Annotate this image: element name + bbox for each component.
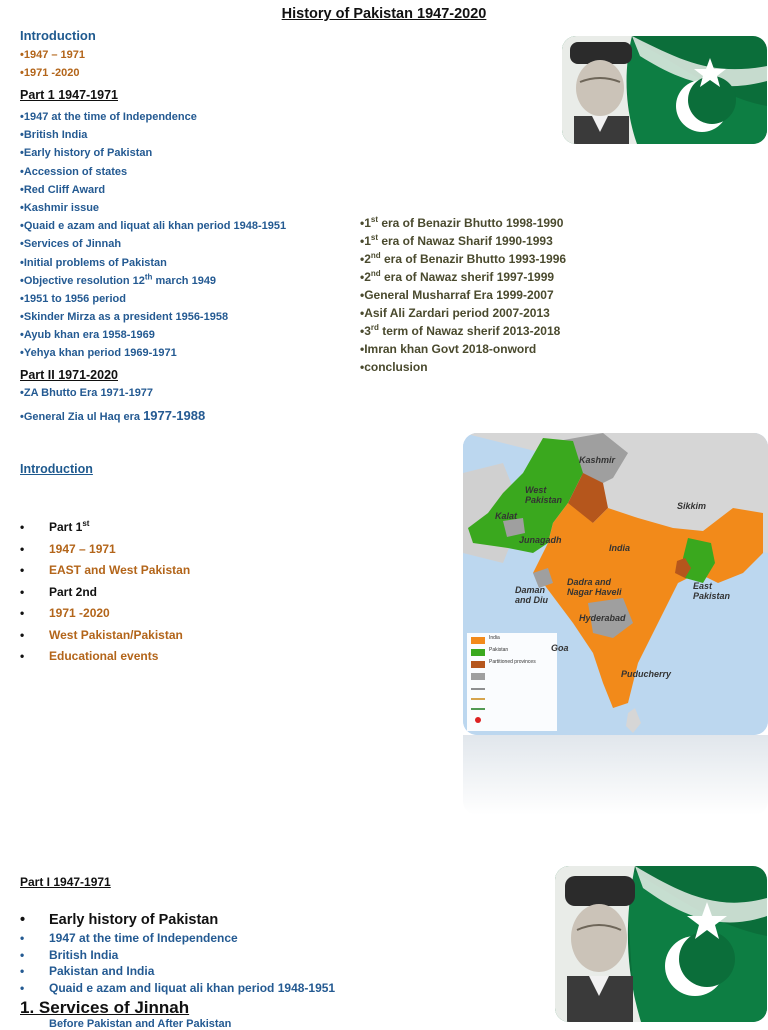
- toc-item: •Early history of Pakistan: [20, 147, 153, 160]
- part1-heading: Part 1 1947-1971: [20, 88, 118, 102]
- map-label-junagadh: Junagadh: [519, 535, 562, 545]
- toc-item: •ZA Bhutto Era 1971-1977: [20, 387, 154, 399]
- map-label-india: India: [609, 543, 631, 553]
- map-label-puducherry: Puducherry: [621, 669, 672, 679]
- map-label-goa: Goa: [551, 643, 569, 653]
- toc-item: •1947 at the time of Independence: [20, 111, 197, 123]
- toc-item: •Yehya khan period 1969-1971: [20, 347, 177, 360]
- toc-item-objective: •Objective resolution 12th march 1949: [20, 272, 217, 287]
- detail-sub-item: • Pakistan and India: [20, 964, 155, 979]
- page-title: History of Pakistan 1947-2020: [281, 6, 487, 22]
- toc-item: •Ayub khan era 1958-1969: [20, 329, 155, 342]
- era-item: •3rd term of Nawaz sherif 2013-2018: [360, 323, 561, 338]
- toc-item: •Initial problems of Pakistan: [20, 256, 167, 269]
- toc-item: •Services of Jinnah: [20, 238, 122, 251]
- legend-pakistan: Pakistan: [489, 647, 509, 653]
- toc-item: •Quaid e azam and liquat ali khan period 1948-1951: [20, 220, 287, 233]
- bullet-item: • 1971 -2020: [20, 606, 110, 620]
- part1-toc-list: [20, 108, 350, 363]
- jinnah-flag-illustration: [562, 36, 767, 144]
- section2-heading: Part I 1947-1971: [20, 875, 111, 889]
- map-label-kalat: Kalat: [495, 511, 518, 521]
- bullet-item: • Part 2nd: [20, 584, 98, 599]
- cut-off-line: Before Pakistan and After Pakistan: [49, 1018, 232, 1030]
- legend-india: India: [489, 635, 500, 641]
- map-reflection: [463, 735, 768, 815]
- part2-heading: Part II 1971-2020: [20, 368, 118, 382]
- part2-era-list: [360, 214, 620, 376]
- era-item: •1st era of Nawaz Sharif 1990-1993: [360, 233, 553, 248]
- jinnah-flag-image-2: [555, 866, 767, 1022]
- map-label-west-pakistan: West Pakistan: [525, 485, 563, 505]
- toc-item: •1951 to 1956 period: [20, 292, 126, 305]
- era-item: •General Musharraf Era 1999-2007: [360, 288, 554, 302]
- jinnah-flag-image: [562, 36, 767, 144]
- detail-sub-item: • Quaid e azam and liquat ali khan period 1948-1951: [20, 980, 336, 995]
- detail-sub-item: • British India: [20, 947, 119, 962]
- detail-sub-item: • 1947 at the time of Independence: [20, 931, 238, 945]
- map-label-kashmir: Kashmir: [579, 455, 616, 465]
- toc-item: •Kashmir issue: [20, 201, 100, 214]
- toc-item: •British India: [20, 129, 88, 142]
- map-label-sikkim: Sikkim: [677, 501, 707, 511]
- era-item: •Imran khan Govt 2018-onword: [360, 342, 537, 356]
- services-heading: 1. Services of Jinnah: [20, 998, 190, 1017]
- toc-item: •Red Cliff Award: [20, 183, 106, 196]
- toc-item: •Accession of states: [20, 165, 128, 178]
- legend-partitioned: Partitioned provinces: [489, 659, 536, 665]
- era-item: •2nd era of Nawaz sherif 1997-1999: [360, 269, 555, 284]
- jinnah-flag-illustration-2: [555, 866, 767, 1022]
- era-item: •2nd era of Benazir Bhutto 1993-1996: [360, 251, 567, 266]
- intro-item: •1971 -2020: [20, 67, 80, 79]
- intro-bullet-list: [20, 517, 320, 668]
- detail-heading-item: • Early history of Pakistan: [20, 912, 219, 928]
- toc-item: •Skinder Mirza as a president 1956-1958: [20, 311, 229, 324]
- intro2-heading: Introduction: [20, 462, 93, 476]
- bullet-item: • Part 1st: [20, 519, 90, 534]
- map-label-hyderabad: Hyderabad: [579, 613, 626, 623]
- partition-map: [463, 433, 768, 735]
- bullet-item: • West Pakistan/Pakistan: [20, 627, 183, 642]
- era-item: •Asif Ali Zardari period 2007-2013: [360, 306, 550, 320]
- map-label-east-pakistan: East Pakistan: [693, 581, 731, 601]
- map-label-daman: Daman and Diu: [515, 585, 548, 605]
- map-label-dadra: Dadra and Nagar Haveli: [567, 577, 622, 597]
- bullet-item: • EAST and West Pakistan: [20, 563, 191, 577]
- intro-heading: Introduction: [20, 28, 96, 43]
- era-item: •conclusion: [360, 360, 428, 374]
- toc-item-zia: •General Zia ul Haq era 1977-1988: [20, 408, 206, 423]
- part1-detail-list: [20, 910, 440, 996]
- bullet-item: • 1947 – 1971: [20, 541, 116, 556]
- era-item: •1st era of Benazir Bhutto 1998-1990: [360, 215, 564, 230]
- bullet-item: • Educational events: [20, 649, 159, 663]
- intro-item: •1947 – 1971: [20, 49, 86, 61]
